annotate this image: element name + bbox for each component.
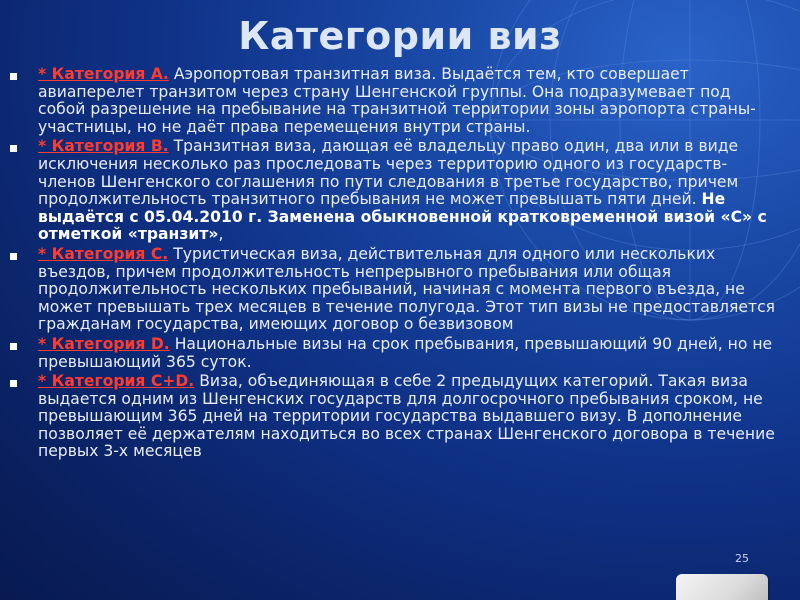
- visa-category-list: [10, 66, 780, 463]
- category-cd-label: * Категория С+D.: [38, 372, 195, 391]
- category-b-tail: ,: [218, 225, 224, 244]
- category-c-label: * Категория С.: [38, 244, 169, 263]
- list-item-category-d: [10, 336, 780, 371]
- list-item-category-c: [10, 246, 780, 334]
- category-d-text: Национальные визы на срок пребывания, превышающий 90 дней, но не превышающий 365 суток.: [38, 334, 773, 371]
- square-bullet-icon: [10, 253, 17, 260]
- square-bullet-icon: [10, 73, 17, 80]
- square-bullet-icon: [10, 145, 17, 152]
- category-a-label: * Категория А.: [38, 65, 169, 83]
- list-item-category-b: [10, 138, 780, 244]
- category-b-text: Транзитная виза, дающая её владельцу право один, два или в виде исключения несколько раз проследовать через территорию одного из государств-членов Шенгенского соглашения по пути следования в третье государство, причем продолжительность транзитного пребывания не может превышать пяти дней.: [38, 137, 739, 209]
- square-bullet-icon: [10, 380, 17, 387]
- page-number: 25: [735, 552, 749, 565]
- square-bullet-icon: [10, 343, 17, 350]
- category-b-label: * Категория В.: [38, 137, 169, 156]
- list-item-category-a: [10, 66, 780, 136]
- slide-title: Категории виз: [238, 14, 562, 58]
- list-item-category-cd: [10, 373, 780, 461]
- slide-navigation-widget[interactable]: [676, 574, 768, 600]
- category-a-text: Аэропортовая транзитная виза. Выдаётся тем, кто совершает авиаперелет транзитом через страну Шенгенской группы. Она подразумевает под собой разрешение на пребывание на транзитной территории зоны аэропорта страны-участницы, но не даёт права перемещения внутри страны.: [38, 65, 756, 136]
- category-d-label: * Категория D.: [38, 334, 170, 353]
- category-c-text: Туристическая виза, действительная для одного или нескольких въездов, причем продолжительность непрерывного пребывания или общая продолжительность нескольких пребываний, начиная с момента первого въезда, не может превышать трех месяцев в течение полугода. Этот тип визы не предоставляется гражданам государства, имеющих договор о безвизовом: [38, 244, 776, 334]
- category-b-emphasis: Не выдаётся с 05.04.2010 г. Заменена обыкновенной кратковременной визой «С» с отметкой «транзит»: [38, 190, 767, 244]
- category-cd-text: Виза, объединяющая в себе 2 предыдущих категорий. Такая виза выдается одним из Шенгенских государств для долгосрочного пребывания сроком, не превышающим 365 дней на территории государства выдавшего визу. В дополнение позволяет её держателям находиться во всех странах Шенгенского договора в течение первых 3-х месяцев: [38, 372, 775, 461]
